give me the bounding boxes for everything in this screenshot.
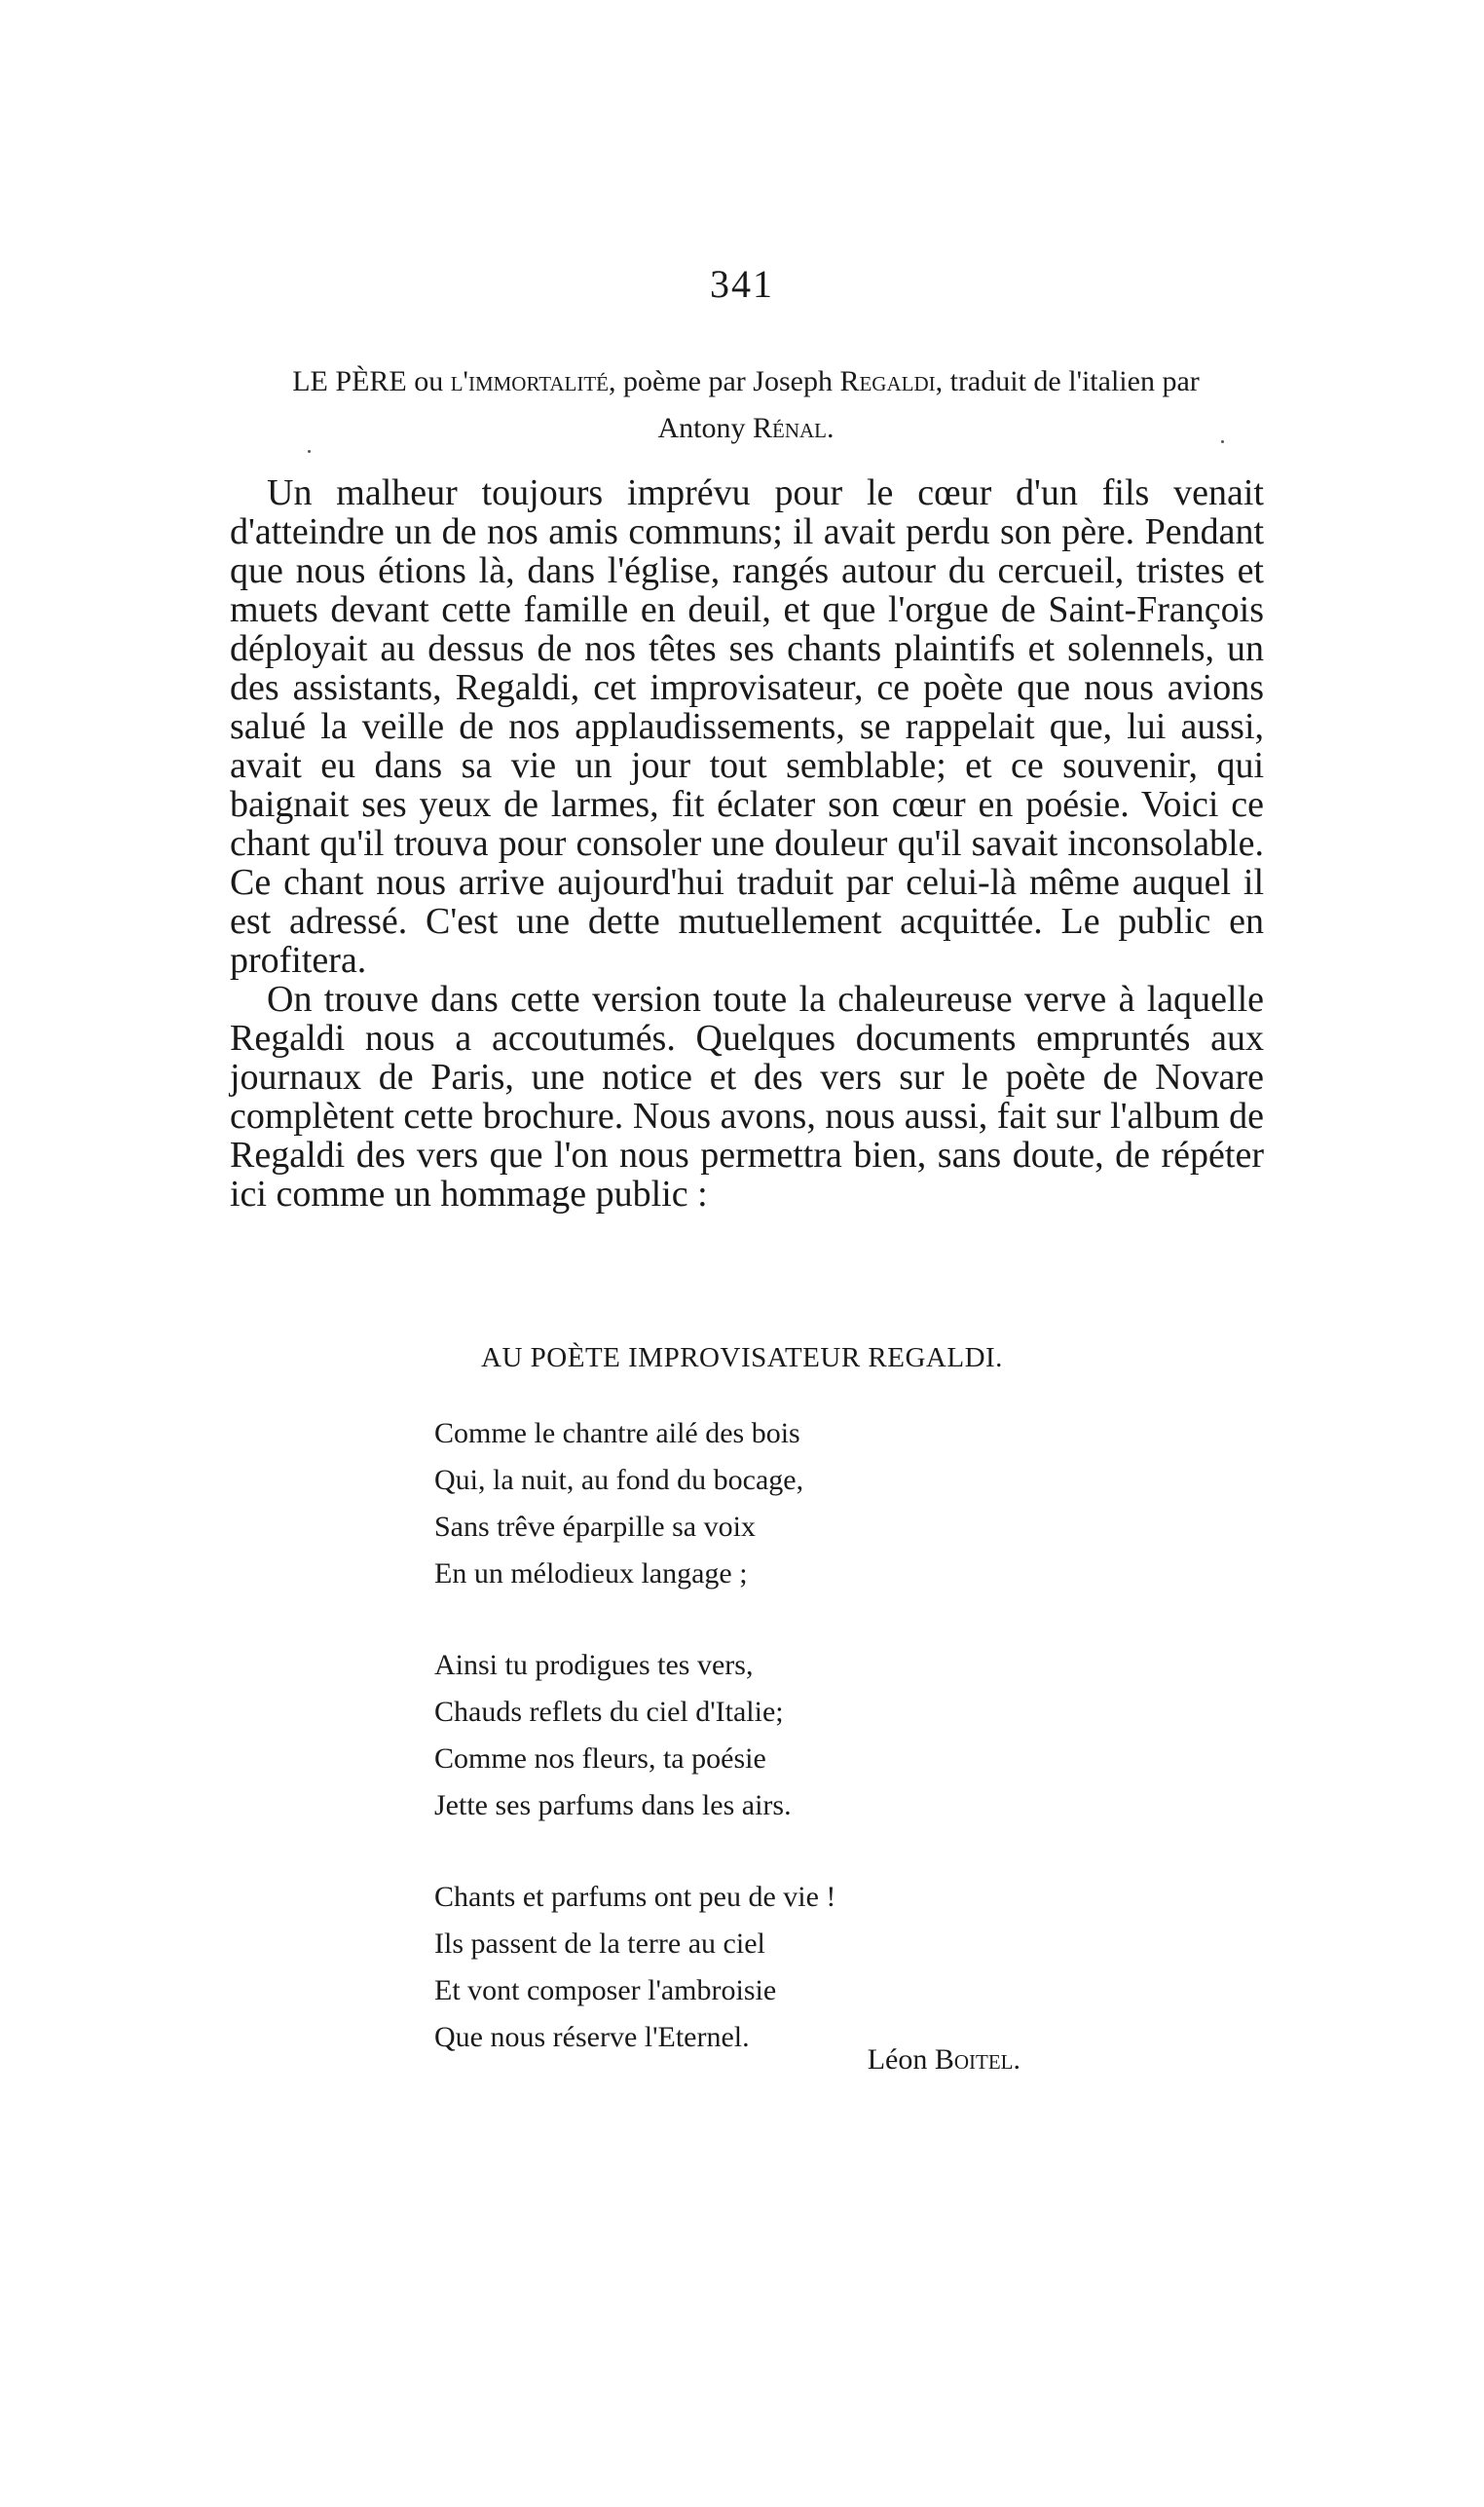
review-body bbox=[230, 473, 1264, 1214]
poem-line: En un mélodieux langage ; bbox=[434, 1557, 748, 1590]
review-subtitle: l'immortalité bbox=[450, 365, 610, 397]
poem-line: Comme nos fleurs, ta poésie bbox=[434, 1742, 766, 1775]
review-author: Regaldi bbox=[839, 365, 936, 397]
review-byline: , poème par Joseph bbox=[609, 365, 840, 397]
poem-signature bbox=[868, 2043, 1020, 2077]
review-translation-note: , traduit de l'italien par bbox=[935, 365, 1200, 397]
poem-title: AU POÈTE IMPROVISATEUR REGALDI. bbox=[481, 1342, 1003, 1373]
poem-line: Ils passent de la terre au ciel bbox=[434, 1927, 765, 1960]
poem-line: Ainsi tu prodigues tes vers, bbox=[434, 1649, 754, 1681]
signature-first-name: Léon bbox=[867, 2043, 935, 2076]
review-connector: ou bbox=[406, 365, 451, 397]
poem-line: Jette ses parfums dans les airs. bbox=[434, 1789, 792, 1821]
poem bbox=[434, 1410, 835, 2106]
translator-first-name: Antony bbox=[657, 412, 753, 444]
paragraph-1: Un malheur toujours imprévu pour le cœur d'un fils venait d'atteindre un de nos amis communs; il avait perdu son père. Pendant que nous étions là, dans l'église, rangés autour du cercueil, tristes et muets devant cette famille en deuil, et que l'orgue de Saint-François déployait au dessus de nos têtes ses chants plaintifs et solennels, un des assistants, Regaldi, cet improvisateur, ce poète que nous avions salué la veille de nos applaudissements, se rappelait que, lui aussi, avait eu dans sa vie un jour tout semblable; et ce souvenir, qui baignait ses yeux de larmes, fit éclater son cœur en poésie. Voici ce chant qu'il trouva pour consoler une douleur qu'il savait inconsolable. Ce chant nous arrive aujourd'hui traduit par celui-là même auquel il est adressé. C'est une dette mutuellement acquittée. Le public en profitera. bbox=[230, 472, 1264, 981]
poem-line: Sans trêve éparpille sa voix bbox=[434, 1511, 756, 1543]
signature-last-name: Boitel bbox=[934, 2043, 1014, 2076]
poem-line: Que nous réserve l'Eternel. bbox=[434, 2021, 750, 2053]
poem-line: Comme le chantre ailé des bois bbox=[434, 1417, 800, 1449]
translator-last-name: Rénal bbox=[753, 412, 827, 444]
signature-end: . bbox=[1013, 2043, 1020, 2076]
stanza-2 bbox=[434, 1642, 835, 1829]
poem-line: Chauds reflets du ciel d'Italie; bbox=[434, 1696, 784, 1728]
review-heading-end: . bbox=[827, 412, 835, 444]
poem-line: Et vont composer l'ambroisie bbox=[434, 1974, 777, 2006]
review-heading bbox=[230, 358, 1262, 452]
poem-line: Qui, la nuit, au fond du bocage, bbox=[434, 1464, 804, 1496]
review-title: LE PÈRE bbox=[292, 365, 407, 397]
page-number: 341 bbox=[710, 262, 774, 306]
paragraph-2: On trouve dans cette version toute la chaleureuse verve à laquelle Regaldi nous a accoutumés. Quelques documents empruntés aux journaux de Paris, une notice et des vers sur le poète de Novare complètent cette brochure. Nous avons, nous aussi, fait sur l'album de Regaldi des vers que l'on nous permettra bien, sans doute, de répéter ici comme un hommage public : bbox=[230, 979, 1264, 1215]
stanza-3 bbox=[434, 1874, 835, 2061]
poem-line: Chants et parfums ont peu de vie ! bbox=[434, 1881, 836, 1913]
stanza-1 bbox=[434, 1410, 835, 1597]
